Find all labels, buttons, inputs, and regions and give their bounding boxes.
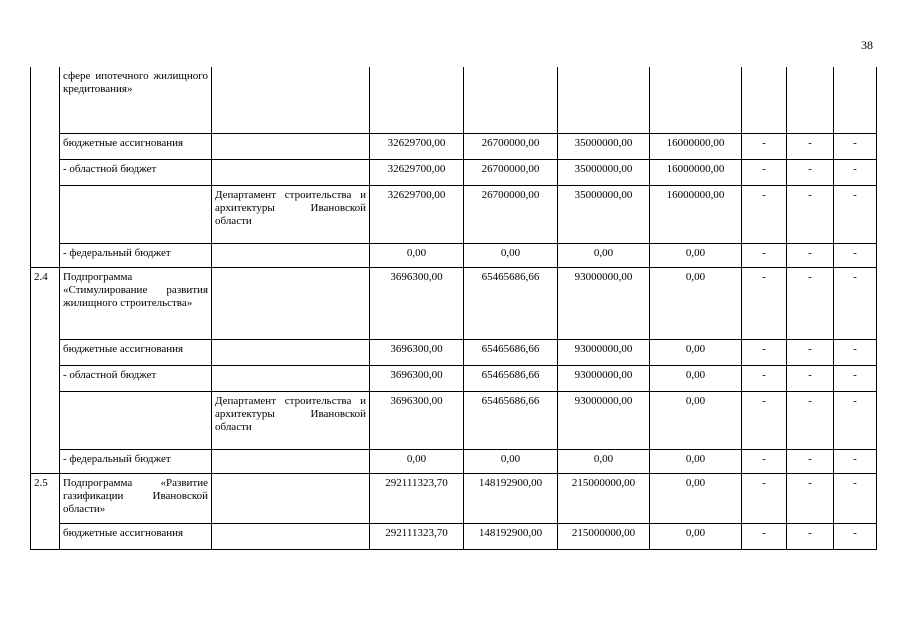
amount-cell-1: 3696300,00 (370, 365, 464, 391)
table-row (31, 185, 877, 243)
value-cell-6: - (787, 473, 834, 523)
amount-cell-4: 0,00 (650, 473, 742, 523)
organization-cell (212, 449, 370, 473)
amount-cell-3: 215000000,00 (558, 473, 650, 523)
page-number: 38 (861, 38, 873, 52)
amount-cell-1: 3696300,00 (370, 391, 464, 449)
budget-table (30, 67, 877, 550)
name-cell: - областной бюджет (60, 159, 212, 185)
value-cell-6: - (787, 449, 834, 473)
amount-cell-4: 0,00 (650, 523, 742, 549)
value-cell-5: - (742, 185, 787, 243)
value-cell-6: - (787, 391, 834, 449)
amount-cell-1: 32629700,00 (370, 133, 464, 159)
amount-cell-1 (370, 67, 464, 133)
name-cell (60, 185, 212, 243)
organization-cell (212, 159, 370, 185)
value-cell-7: - (834, 449, 877, 473)
name-cell: бюджетные ассигнования (60, 523, 212, 549)
name-cell: - федеральный бюджет (60, 243, 212, 267)
table-row (31, 339, 877, 365)
amount-cell-2: 65465686,66 (464, 339, 558, 365)
organization-cell (212, 365, 370, 391)
amount-cell-2: 0,00 (464, 243, 558, 267)
row-number-cell (31, 67, 60, 267)
organization-cell (212, 67, 370, 133)
value-cell-6: - (787, 365, 834, 391)
amount-cell-3: 93000000,00 (558, 365, 650, 391)
value-cell-5: - (742, 267, 787, 339)
value-cell-7: - (834, 391, 877, 449)
value-cell-6: - (787, 267, 834, 339)
name-cell: сфере ипотечного жилищного кредитования» (60, 67, 212, 133)
amount-cell-2: 65465686,66 (464, 365, 558, 391)
table-row (31, 391, 877, 449)
value-cell-5: - (742, 391, 787, 449)
amount-cell-3: 35000000,00 (558, 159, 650, 185)
amount-cell-4: 16000000,00 (650, 159, 742, 185)
value-cell-6: - (787, 133, 834, 159)
name-cell: - федеральный бюджет (60, 449, 212, 473)
amount-cell-3: 93000000,00 (558, 391, 650, 449)
amount-cell-3: 93000000,00 (558, 339, 650, 365)
value-cell-7: - (834, 185, 877, 243)
amount-cell-4: 16000000,00 (650, 185, 742, 243)
amount-cell-3: 93000000,00 (558, 267, 650, 339)
value-cell-7: - (834, 365, 877, 391)
amount-cell-2: 26700000,00 (464, 185, 558, 243)
amount-cell-2: 65465686,66 (464, 391, 558, 449)
value-cell-5 (742, 67, 787, 133)
amount-cell-1: 3696300,00 (370, 339, 464, 365)
row-number-cell: 2.5 (31, 473, 60, 549)
amount-cell-1: 0,00 (370, 243, 464, 267)
amount-cell-1: 0,00 (370, 449, 464, 473)
amount-cell-2: 26700000,00 (464, 159, 558, 185)
value-cell-6: - (787, 185, 834, 243)
amount-cell-4: 0,00 (650, 449, 742, 473)
value-cell-6: - (787, 523, 834, 549)
value-cell-6: - (787, 339, 834, 365)
value-cell-5: - (742, 133, 787, 159)
value-cell-5: - (742, 243, 787, 267)
organization-cell (212, 243, 370, 267)
table-row (31, 133, 877, 159)
organization-cell (212, 523, 370, 549)
amount-cell-4: 0,00 (650, 243, 742, 267)
table-row (31, 159, 877, 185)
name-cell: бюджетные ассигнования (60, 339, 212, 365)
value-cell-6: - (787, 243, 834, 267)
organization-cell: Департамент строительства и архитектуры Ивановской области (212, 185, 370, 243)
value-cell-7: - (834, 523, 877, 549)
amount-cell-3: 0,00 (558, 449, 650, 473)
amount-cell-3: 0,00 (558, 243, 650, 267)
amount-cell-2: 0,00 (464, 449, 558, 473)
value-cell-6 (787, 67, 834, 133)
amount-cell-1: 32629700,00 (370, 159, 464, 185)
amount-cell-4: 16000000,00 (650, 133, 742, 159)
value-cell-7: - (834, 473, 877, 523)
row-number-cell: 2.4 (31, 267, 60, 473)
value-cell-6: - (787, 159, 834, 185)
amount-cell-2: 148192900,00 (464, 523, 558, 549)
amount-cell-4: 0,00 (650, 391, 742, 449)
table-row (31, 67, 877, 133)
name-cell: Подпрограмма «Стимулирование развития жилищного строительства» (60, 267, 212, 339)
table-row (31, 365, 877, 391)
name-cell (60, 391, 212, 449)
value-cell-5: - (742, 449, 787, 473)
value-cell-5: - (742, 523, 787, 549)
organization-cell (212, 267, 370, 339)
amount-cell-2: 148192900,00 (464, 473, 558, 523)
table-row (31, 523, 877, 549)
value-cell-7: - (834, 159, 877, 185)
amount-cell-4 (650, 67, 742, 133)
amount-cell-3 (558, 67, 650, 133)
table-row (31, 449, 877, 473)
amount-cell-3: 35000000,00 (558, 185, 650, 243)
organization-cell (212, 473, 370, 523)
amount-cell-4: 0,00 (650, 365, 742, 391)
value-cell-5: - (742, 473, 787, 523)
amount-cell-1: 3696300,00 (370, 267, 464, 339)
amount-cell-1: 292111323,70 (370, 473, 464, 523)
amount-cell-1: 292111323,70 (370, 523, 464, 549)
table-row (31, 267, 877, 339)
amount-cell-2 (464, 67, 558, 133)
value-cell-7: - (834, 339, 877, 365)
amount-cell-2: 26700000,00 (464, 133, 558, 159)
amount-cell-2: 65465686,66 (464, 267, 558, 339)
value-cell-7: - (834, 133, 877, 159)
value-cell-5: - (742, 339, 787, 365)
organization-cell: Департамент строительства и архитектуры Ивановской области (212, 391, 370, 449)
table-row (31, 243, 877, 267)
name-cell: Подпрограмма «Развитие газификации Ивановской области» (60, 473, 212, 523)
organization-cell (212, 339, 370, 365)
organization-cell (212, 133, 370, 159)
table-row (31, 473, 877, 523)
name-cell: - областной бюджет (60, 365, 212, 391)
value-cell-7: - (834, 267, 877, 339)
amount-cell-3: 215000000,00 (558, 523, 650, 549)
table-body (31, 67, 877, 549)
amount-cell-4: 0,00 (650, 339, 742, 365)
value-cell-7: - (834, 243, 877, 267)
amount-cell-3: 35000000,00 (558, 133, 650, 159)
amount-cell-1: 32629700,00 (370, 185, 464, 243)
amount-cell-4: 0,00 (650, 267, 742, 339)
value-cell-5: - (742, 365, 787, 391)
name-cell: бюджетные ассигнования (60, 133, 212, 159)
value-cell-5: - (742, 159, 787, 185)
value-cell-7 (834, 67, 877, 133)
